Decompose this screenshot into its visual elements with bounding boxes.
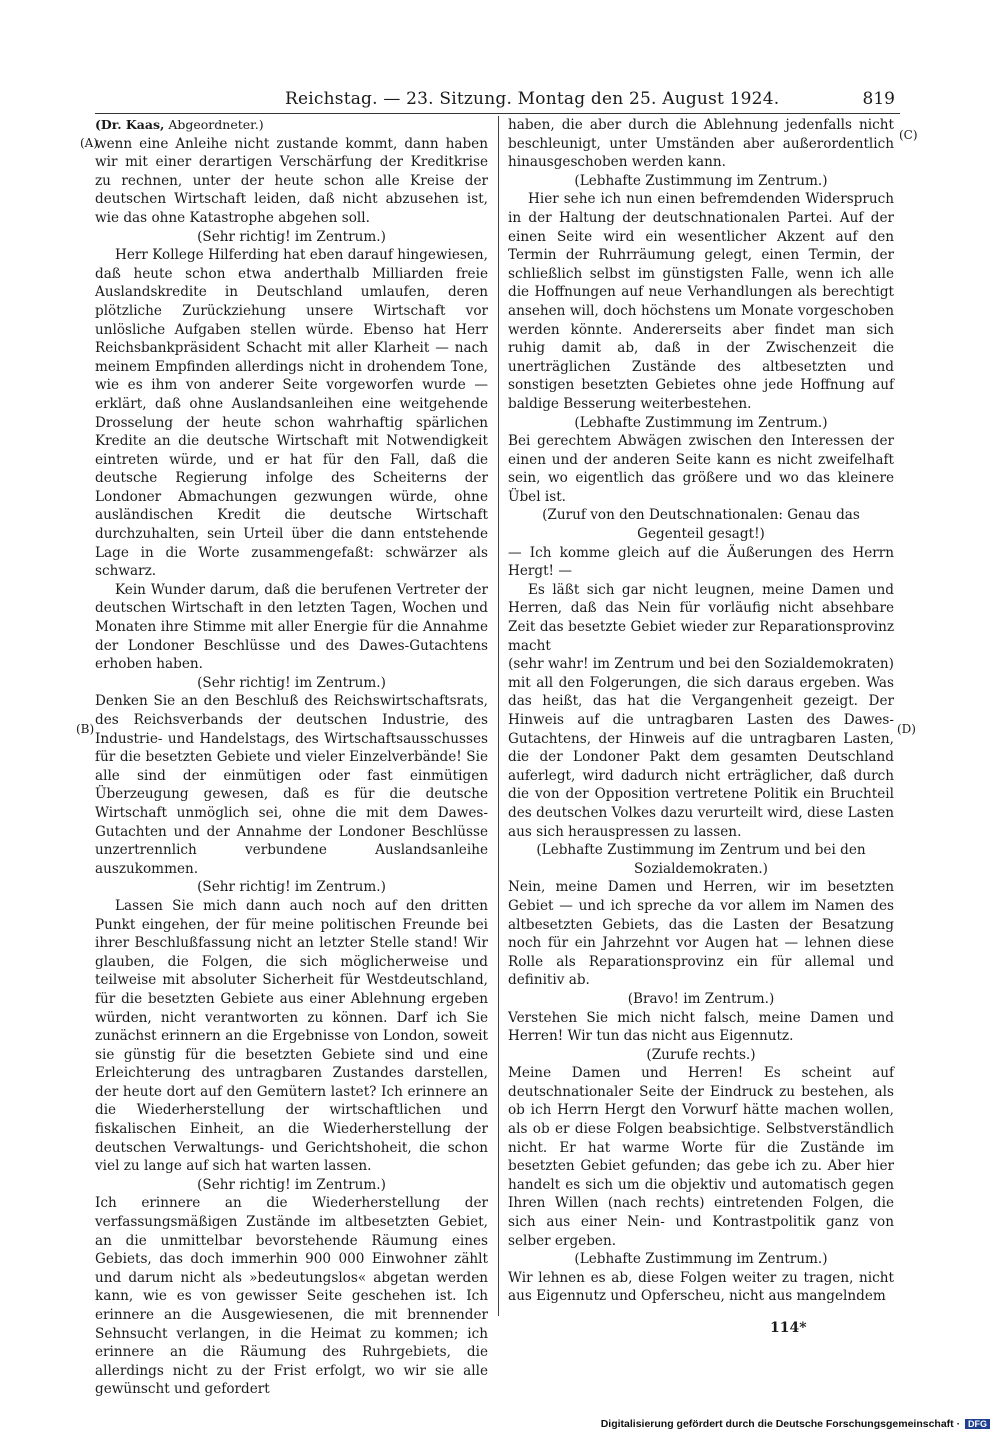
interjection: (Sehr richtig! im Zentrum.)	[197, 879, 386, 896]
header-divider	[95, 113, 900, 114]
paragraph: Herr Kollege Hilferding hat eben darauf hingewiesen, daß heute schon etwa anderthalb Milliarden freie Auslandskredite in Deutschland umlaufen, deren plötzliche Zurückziehung unsere Wirtschaft vor unlösliche Aufgaben stellen würde. Ebenso hat Herr Reichsbankpräsident Schacht mit aller Klarheit — nach meinem Empfinden allerdings nicht in drohendem Tone, wie es ihm von anderer Seite vorgeworfen wurde — erklärt, daß ohne Auslandsanleihen eine weitgehende Drosselung der heute schon wahrhaftig spärlichen Kredite an die deutsche Wirtschaft mit Notwendigkeit eintreten würde, und er hat für den Fall, daß die deutsche Regierung infolge des Scheiterns der Londoner Abmachungen gezwungen würde, ohne ausländischen Kredit die deutsche Wirtschaft durchzuhalten, sein Urteil über die dann entstehende Lage in die Worte zusammengefaßt: schwärzer als schwarz.	[95, 247, 488, 580]
speaker-role: Abgeordneter.)	[168, 117, 264, 132]
paragraph: Meine Damen und Herren! Es scheint auf deutschnationaler Seite der Eindruck zu bestehen, als ob ich Herrn Hergt den Vorwurf hätte machen wollen, als ob er diese Folgen beabsichtige. Selbstverständlich nicht. Er hat warme Worte für die Zustände im besetzten Gebiet gefunden; das gebe ich zu. Aber hier handelt es sich um die objektiv und automatisch gegen Ihren Willen (nach rechts) eintretenden Folgen, die sich aus einer Nein- und Kontrastpolitik ganz von selber ergeben.	[508, 1065, 894, 1249]
speaker-line	[95, 116, 488, 135]
paragraph: Wir lehnen es ab, diese Folgen weiter zu tragen, nicht aus Eigennutz und Opferscheu, nicht aus mangelndem	[508, 1269, 894, 1305]
paragraph: Lassen Sie mich dann auch noch auf den dritten Punkt eingehen, der für meine politischen Freunde bei ihrer Beschlußfassung nicht an letzter Stelle stand! Wir glauben, die Folgen, die sich möglicherweise und teilweise mit absoluter Sicherheit für Westdeutschland, für die besetzten Gebiete aus einer Ablehnung ergeben würden, nicht verantworten zu können. Darf ich Sie zunächst erinnern an die Ergebnisse von London, soweit sie günstig für die besetzten Gebiete sind und eine Erleichterung des untragbaren Zustandes darstellen, der heute dort auf den Gemütern lastet? Ich erinnere an die Wiederherstellung der wirtschaftlichen und fiskalischen Einheit, an die Wiederherstellung der deutschen Verwaltungs- und Gerichtshoheit, die schon viel zu lange auf sich hat warten lassen.	[95, 897, 488, 1175]
paragraph: haben, die aber durch die Ablehnung jedenfalls nicht beschleunigt, unter Umständen aber außerordentlich hinausgeschoben werden kann.	[508, 117, 894, 171]
digitization-credit	[601, 1418, 990, 1430]
paragraph: Es läßt sich gar nicht leugnen, meine Damen und Herren, daß das Nein für vorläufig nicht absehbare Zeit das besetzte Gebiet wieder zur Reparationsprovinz macht	[508, 581, 894, 654]
paragraph: wenn eine Anleihe nicht zustande kommt, dann haben wir mit einer derartigen Verschärfung der Kreditkrise zu rechnen, unter der heute schon alle Kreise der deutschen Wirtschaft leiden, daß nicht abzusehen ist, wie das ohne Katastrophe abgehen soll.	[95, 135, 488, 226]
interjection: (Zuruf von den Deutschnationalen: Genau das Gegenteil gesagt!)	[542, 507, 860, 543]
paragraph: Ich erinnere an die Wiederherstellung der verfassungsmäßigen Zustände im altbesetzten Gebiet, an die unmittelbar bevorstehende Räumung eines Gebiets, das doch immerhin 900 000 Einwohner zählt und darum nicht als »bedeutungslos« abgetan werden kann, wie es von gewisser Seite geschehen ist. Ich erinnere an die Ausgewiesenen, die mit brennender Sehnsucht verlangen, in die Heimat zu kommen; ich erinnere an die Räumung des Ruhrgebiets, die allerdings nicht zu der Frist erfolgt, wo wir sie alle gewünscht und gefordert	[95, 1195, 488, 1398]
running-title: Reichstag. — 23. Sitzung. Montag den 25. August 1924.	[285, 89, 780, 109]
interjection: (Sehr richtig! im Zentrum.)	[197, 674, 386, 691]
margin-mark-c: (C)	[899, 128, 918, 142]
paragraph: — Ich komme gleich auf die Äußerungen des Herrn Hergt! —	[508, 544, 894, 580]
interjection: (Lebhafte Zustimmung im Zentrum.)	[574, 172, 828, 189]
dfg-logo: DFG	[965, 1419, 990, 1429]
left-column	[95, 116, 488, 1399]
speaker-name: (Dr. Kaas,	[95, 117, 165, 132]
interjection: (sehr wahr! im Zentrum und bei den Sozialdemokraten)	[508, 656, 894, 673]
credit-text: Digitalisierung gefördert durch die Deutsche Forschungsgemeinschaft ·	[600, 1418, 961, 1430]
interjection: (Lebhafte Zustimmung im Zentrum.)	[574, 414, 828, 431]
paragraph: Kein Wunder darum, daß die berufenen Vertreter der deutschen Wirtschaft in den letzten Tagen, Wochen und Monaten ihre Stimme mit aller Energie für die Annahme der Londoner Beschlüsse und des Dawes-Gutachtens erhoben haben.	[95, 581, 488, 673]
margin-mark-a: (A)	[80, 136, 99, 150]
paragraph: Hier sehe ich nun einen befremdenden Widerspruch in der Haltung der deutschnationalen Partei. Auf der einen Seite wird ein wesentlicher Akzent auf den Termin der Ruhrräumung gelegt, einen Termin, der schließlich selbst im günstigsten Falle, wenn ich alle die Hoffnungen auf neue Verhandlungen als berechtigt ansehen will, doch höchstens um Monate vorgeschoben werden könnte. Andererseits aber findet man sich ruhig damit ab, daß in der Zwischenzeit die unerträglichen Zustände des altbesetzten und sonstigen besetzten Gebietes ohne jede Hoffnung auf baldige Besserung weiterbestehen.	[508, 191, 894, 412]
interjection: (Sehr richtig! im Zentrum.)	[197, 228, 386, 245]
interjection: (Bravo! im Zentrum.)	[627, 990, 775, 1007]
right-column	[508, 116, 894, 1306]
paragraph: Denken Sie an den Beschluß des Reichswirtschaftsrats, des Reichsverbands der deutschen Industrie, des Industrie- und Handelstags, des Wirtschaftsausschusses für die besetzten Gebiete und vieler Einzelverbände! Sie alle sind der einmütigen oder fast einmütigen Überzeugung gewesen, daß es für die deutsche Wirtschaft unmöglich sei, ohne die mit dem Dawes-Gutachten und der Annahme der Londoner Beschlüsse unzertrennlich verbundene Auslandsanleihe auszukommen.	[95, 693, 488, 877]
column-divider	[498, 116, 499, 1316]
margin-mark-b: (B)	[76, 722, 95, 736]
margin-mark-d: (D)	[897, 722, 916, 736]
interjection: (Lebhafte Zustimmung im Zentrum.)	[574, 1251, 828, 1268]
page-number: 819	[862, 89, 895, 109]
interjection: (Zurufe rechts.)	[646, 1046, 756, 1063]
paragraph: Verstehen Sie mich nicht falsch, meine Damen und Herren! Wir tun das nicht aus Eigennutz.	[508, 1009, 894, 1045]
interjection: (Lebhafte Zustimmung im Zentrum und bei den Sozialdemokraten.)	[536, 842, 866, 877]
paragraph: Nein, meine Damen und Herren, wir im besetzten Gebiet — und ich spreche da vor allem im Namen des altbesetzten Gebiets, das die Lasten der Besatzung noch für ein Jahrzehnt vor Augen hat — lehnen diese Rolle als Reparationsprovinz ein für allemal und definitiv ab.	[508, 879, 894, 989]
paragraph: Bei gerechtem Abwägen zwischen den Interessen der einen und der anderen Seite kann es nicht zweifelhaft sein, wo eigentlich das größere und wo das kleinere Übel ist.	[508, 433, 894, 505]
page-header	[95, 89, 905, 111]
sheet-signature: 114*	[770, 1320, 807, 1336]
paragraph: mit all den Folgerungen, die sich daraus ergeben. Was das heißt, das hat die Vergangenheit gezeigt. Der Hinweis auf die untragbaren Lasten des Dawes-Gutachtens, der Hinweis auf die untragbaren Lasten, die der Londoner Pakt dem gesamten Deutschland auferlegt, wird dadurch nicht erträglicher, daß durch die von der Opposition vertretene Politik ein Bruchteil des deutschen Volkes dazu verurteilt wird, diese Lasten aus sich herauspressen zu lassen.	[508, 674, 894, 840]
interjection: (Sehr richtig! im Zentrum.)	[197, 1176, 386, 1193]
